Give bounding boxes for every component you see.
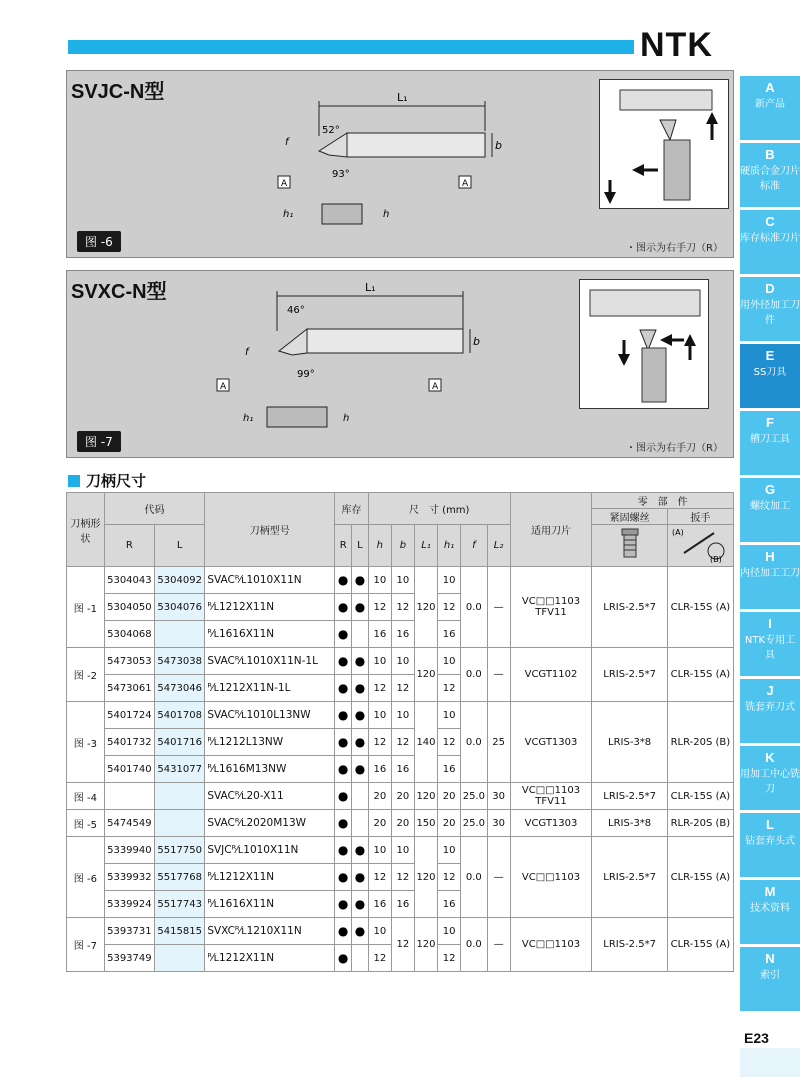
holder-model: ᴿ⁄ʟ1616X11N [205, 621, 335, 648]
stock-r: ● [335, 837, 352, 864]
wrench: CLR-15S (A) [667, 837, 733, 918]
dim-h1: 20 [438, 783, 461, 810]
panel-title: SVXC-N型 [71, 281, 167, 303]
wrench: CLR-15S (A) [667, 783, 733, 810]
dim-h: 12 [368, 594, 391, 621]
holder-model: ᴿ⁄ʟ1616X11N [205, 891, 335, 918]
col-dims: 尺 寸 (mm) [368, 493, 510, 525]
stock-r: ● [335, 756, 352, 783]
dim-f: 25.0 [461, 783, 487, 810]
code-l: 5517750 [155, 837, 205, 864]
code-r: 5401732 [104, 729, 154, 756]
dim-l2: — [487, 837, 510, 918]
stock-r: ● [335, 729, 352, 756]
col-screw: 紧固螺丝 [592, 509, 667, 525]
insert: VCGT1303 [510, 810, 592, 837]
dim-h: 16 [368, 621, 391, 648]
dim-h: 10 [368, 702, 391, 729]
dim-b: 10 [391, 648, 414, 675]
stock-r: ● [335, 891, 352, 918]
stock-r: ● [335, 783, 352, 810]
code-r: 5304043 [104, 567, 154, 594]
dim-b: 16 [391, 756, 414, 783]
code-l: 5304076 [155, 594, 205, 621]
insert: VC□□1103 [510, 837, 592, 918]
side-tab-m[interactable]: M 技术资料 [740, 880, 800, 944]
stock-l: ● [352, 675, 369, 702]
section-heading [68, 470, 146, 491]
code-l [155, 945, 205, 972]
table-row [67, 837, 734, 864]
wrench: CLR-15S (A) [667, 648, 733, 702]
dim-l2: — [487, 567, 510, 648]
insert: VCGT1303 [510, 702, 592, 783]
svg-text:A: A [281, 179, 288, 189]
holder-model: SVJCᴿ⁄ʟ1010X11N [205, 837, 335, 864]
code-l: 5517743 [155, 891, 205, 918]
svg-text:93°: 93° [332, 169, 350, 180]
holder-model: ᴿ⁄ʟ1212X11N [205, 945, 335, 972]
screw: LRIS-3*8 [592, 702, 667, 783]
dim-l1: L₁ [397, 91, 408, 104]
section-marker-icon [68, 475, 80, 487]
svg-text:h: h [383, 209, 390, 220]
dim-h1: 16 [438, 891, 461, 918]
svxc-inset-diagram [579, 279, 709, 409]
side-tab-b[interactable]: B 硬质合金刀片标准 [740, 143, 800, 207]
insert: VCGT1102 [510, 648, 592, 702]
dim-b: 20 [391, 810, 414, 837]
svjc-drawing [67, 71, 587, 246]
insert: VC□□1103 [510, 918, 592, 972]
dim-h1: 16 [438, 756, 461, 783]
wrench: RLR-20S (B) [667, 810, 733, 837]
stock-l: ● [352, 594, 369, 621]
dim-l1: 120 [414, 648, 437, 702]
col-shape: 刀柄形状 [67, 493, 105, 567]
wrench-icon [667, 525, 733, 567]
stock-r: ● [335, 810, 352, 837]
dim-h1: 12 [438, 729, 461, 756]
code-r: 5339932 [104, 864, 154, 891]
col-stock: 库存 [335, 493, 369, 525]
code-r: 5401724 [104, 702, 154, 729]
stock-l: ● [352, 918, 369, 945]
stock-l: ● [352, 567, 369, 594]
side-tab-e[interactable]: E SS刀具 [740, 344, 800, 408]
svg-text:52°: 52° [322, 125, 340, 136]
side-tab-j[interactable]: J 铣套弃刀式 [740, 679, 800, 743]
side-tab-h[interactable]: H 内径加工工刀 [740, 545, 800, 609]
dim-h1: 12 [438, 864, 461, 891]
dim-b: 10 [391, 702, 414, 729]
dim-h1: 12 [438, 675, 461, 702]
code-l: 5401708 [155, 702, 205, 729]
dim-h: 20 [368, 810, 391, 837]
dim-h: 16 [368, 891, 391, 918]
dim-l1: 140 [414, 702, 437, 783]
holder-model: ᴿ⁄ʟ1212X11N-1L [205, 675, 335, 702]
svg-text:A: A [462, 179, 469, 189]
code-r: 5474549 [104, 810, 154, 837]
side-tab-k[interactable]: K 用加工中心铣刀 [740, 746, 800, 810]
section-title: 刀柄尺寸 [86, 472, 147, 490]
col-insert: 适用刀片 [510, 493, 592, 567]
code-r: 5304050 [104, 594, 154, 621]
screw: LRIS-2.5*7 [592, 567, 667, 648]
fig-ref: 图 -4 [67, 783, 105, 810]
dim-f: 0.0 [461, 648, 487, 702]
dim-l1: 120 [414, 783, 437, 810]
fig-ref: 图 -7 [67, 918, 105, 972]
dim-h: 12 [368, 864, 391, 891]
stock-r: ● [335, 918, 352, 945]
panel-svjc [66, 70, 734, 258]
dim-h: 10 [368, 567, 391, 594]
dim-h1: 10 [438, 702, 461, 729]
stock-r: ● [335, 675, 352, 702]
wrench: CLR-15S (A) [667, 567, 733, 648]
col-model: 刀柄型号 [205, 493, 335, 567]
code-l: 5304092 [155, 567, 205, 594]
code-l [155, 810, 205, 837]
stock-l: ● [352, 756, 369, 783]
screw: LRIS-2.5*7 [592, 648, 667, 702]
dim-h1: 10 [438, 567, 461, 594]
dim-h: 20 [368, 783, 391, 810]
holder-model: SVACᴿ⁄ʟ20-X11 [205, 783, 335, 810]
stock-r: ● [335, 567, 352, 594]
holder-model: SVXCᴿ⁄ʟ1210X11N [205, 918, 335, 945]
code-l: 5415815 [155, 918, 205, 945]
svg-text:h₁: h₁ [243, 413, 254, 424]
holder-model: SVACᴿ⁄ʟ2020M13W [205, 810, 335, 837]
side-tab-i[interactable]: I NTK专用工具 [740, 612, 800, 676]
stock-l: ● [352, 837, 369, 864]
dim-b: 10 [391, 837, 414, 864]
dim-f: 25.0 [461, 810, 487, 837]
code-r: 5473053 [104, 648, 154, 675]
stock-r: ● [335, 594, 352, 621]
fig-label: 图 -7 [77, 431, 121, 452]
dim-b: 12 [391, 864, 414, 891]
side-tab-d[interactable]: D 用外径加工刀件 [740, 277, 800, 341]
holder-model: SVACᴿ⁄ʟ1010L13NW [205, 702, 335, 729]
fig-ref: 图 -6 [67, 837, 105, 918]
table-row [67, 810, 734, 837]
svg-text:99°: 99° [297, 369, 315, 380]
side-tab-nav [740, 76, 800, 1014]
screw-icon [592, 525, 667, 567]
dim-h: 10 [368, 837, 391, 864]
dim-b: 10 [391, 567, 414, 594]
dim-h: 10 [368, 648, 391, 675]
code-l [155, 621, 205, 648]
svg-text:h₁: h₁ [283, 209, 294, 220]
dim-f: 0.0 [461, 837, 487, 918]
holder-spec-table: 刀柄形状 代码 刀柄型号 库存 尺 寸 (mm) 适用刀片 零 部 件 紧固螺丝 扳手 R L R L h b L₁ h₁ f L₂ (A) (B) 图 -1 5304043 5304092 SVACᴿ⁄ʟ1010X11N ● ● 10 10 120 10 0.0 — VC□□1103 TFV11 LRIS-2.5*7 CLR-15S (A) 5304050 5304076 ᴿ⁄ʟ1212X11N ● ● 12 12 12 5304068 ᴿ⁄ʟ1616X11N ● 16 16 16 图 -2 5473053 5473038 SVACᴿ⁄ʟ1010X11N-1L ● ● 10 10 120 10 0.0 — VCGT1102 LRIS-2.5*7 CLR-15S (A) 5473061 5473046 ᴿ⁄ʟ1212X11N-1L ● ● 12 12 12 图 -3 5401724 5401708 SVACᴿ⁄ʟ1010L13NW ● ● 10 10 140 10 0.0 25 VCGT1303 LRIS-3*8 RLR-20S (B) 5401732 5401716 ᴿ⁄ʟ1212L13NW ● ● 12 12 12 5401740 5431077 ᴿ⁄ʟ1616M13NW ● ● 16 16 16 图 -4 SVACᴿ⁄ʟ20-X11 ● 20 20 120 20 25.0 30 VC□□1103 TFV11 LRIS-2.5*7 CLR-15S (A) 图 -5 5474549 SVACᴿ⁄ʟ2020M13W ● 20 20 150 20 25.0 30 VCGT1303 LRIS-3*8 RLR-20S (B) 图 -6 5339940 5517750 SVJCᴿ⁄ʟ1010X11N ● ● 10 10 120 10 0.0 — VC□□1103 LRIS-2.5*7 CLR-15S (A) 5339932 5517768 ᴿ⁄ʟ1212X11N ● ● 12 12 12 5339924 5517743 ᴿ⁄ʟ1616X11N ● ● 16 16 16 图 -7 5393731 5415815 SVXCᴿ⁄ʟ1210X11N ● ● 10 12 120 10 0.0 — VC□□1103 LRIS-2.5*7 CLR-15S (A) 5393749 ᴿ⁄ʟ1212X11N ● 12 12 [66, 492, 734, 972]
dim-h1: 16 [438, 621, 461, 648]
dim-l2: 25 [487, 702, 510, 783]
dim-l2: 30 [487, 783, 510, 810]
dim-b: 12 [391, 594, 414, 621]
dim-l1: 120 [414, 918, 437, 972]
dim-h1: 12 [438, 594, 461, 621]
fig-ref: 图 -3 [67, 702, 105, 783]
svg-text:f: f [285, 137, 289, 148]
dim-l2: — [487, 918, 510, 972]
holder-model: ᴿ⁄ʟ1212X11N [205, 594, 335, 621]
dim-l1: 150 [414, 810, 437, 837]
dim-l1: 120 [414, 567, 437, 648]
fig-label: 图 -6 [77, 231, 121, 252]
dim-h: 12 [368, 945, 391, 972]
side-tab-n[interactable]: N 索引 [740, 947, 800, 1011]
code-l: 5473038 [155, 648, 205, 675]
code-r: 5401740 [104, 756, 154, 783]
header-bar [68, 40, 634, 54]
code-r: 5473061 [104, 675, 154, 702]
table-row [67, 918, 734, 945]
fig-ref: 图 -2 [67, 648, 105, 702]
dim-l2: — [487, 648, 510, 702]
svg-text:46°: 46° [287, 305, 305, 316]
dim-b: 12 [391, 918, 414, 972]
svg-text:A: A [220, 382, 227, 392]
svg-text:(B): (B) [710, 555, 723, 563]
stock-l: ● [352, 702, 369, 729]
dim-f: 0.0 [461, 702, 487, 783]
stock-l: ● [352, 864, 369, 891]
holder-model: SVACᴿ⁄ʟ1010X11N [205, 567, 335, 594]
dim-b: 12 [391, 675, 414, 702]
code-l [155, 783, 205, 810]
side-tab-a[interactable]: A 新产品 [740, 76, 800, 140]
stock-l: ● [352, 729, 369, 756]
insert: VC□□1103 TFV11 [510, 783, 592, 810]
svg-text:(A): (A) [672, 528, 685, 537]
dim-h: 10 [368, 918, 391, 945]
table-row [67, 567, 734, 594]
screw: LRIS-2.5*7 [592, 918, 667, 972]
svg-text:h: h [343, 413, 350, 424]
dim-f: 0.0 [461, 567, 487, 648]
stock-l [352, 621, 369, 648]
code-l: 5431077 [155, 756, 205, 783]
dim-b: 16 [391, 621, 414, 648]
dim-h1: 10 [438, 648, 461, 675]
dim-b: 16 [391, 891, 414, 918]
panel-svxc [66, 270, 734, 458]
holder-model: ᴿ⁄ʟ1212L13NW [205, 729, 335, 756]
svjc-inset-diagram [599, 79, 729, 209]
stock-l [352, 945, 369, 972]
holder-model: SVACᴿ⁄ʟ1010X11N-1L [205, 648, 335, 675]
dim-h1: 12 [438, 945, 461, 972]
tab-footer [740, 1048, 800, 1077]
stock-r: ● [335, 648, 352, 675]
stock-l: ● [352, 891, 369, 918]
code-r: 5339940 [104, 837, 154, 864]
holder-model: ᴿ⁄ʟ1212X11N [205, 864, 335, 891]
dim-h1: 10 [438, 837, 461, 864]
insert: VC□□1103 TFV11 [510, 567, 592, 648]
panel-title: SVJC-N型 [71, 81, 165, 103]
dim-h: 12 [368, 675, 391, 702]
svg-text:b: b [495, 139, 502, 152]
stock-r: ● [335, 864, 352, 891]
code-r: 5339924 [104, 891, 154, 918]
page-number: E23 [744, 1030, 769, 1046]
stock-l [352, 783, 369, 810]
wrench: RLR-20S (B) [667, 702, 733, 783]
table-row [67, 783, 734, 810]
stock-l: ● [352, 648, 369, 675]
stock-r: ● [335, 945, 352, 972]
dim-h: 12 [368, 729, 391, 756]
brand-logo: NTK [640, 26, 713, 64]
stock-r: ● [335, 702, 352, 729]
svxc-drawing [67, 271, 587, 446]
svg-text:b: b [473, 335, 480, 348]
dim-h1: 20 [438, 810, 461, 837]
code-r: 5304068 [104, 621, 154, 648]
col-parts: 零 部 件 [592, 493, 734, 509]
side-tab-f[interactable]: F 槽刀工具 [740, 411, 800, 475]
dim-l1: 120 [414, 837, 437, 918]
svg-text:f: f [245, 347, 249, 358]
code-r [104, 783, 154, 810]
stock-r: ● [335, 621, 352, 648]
screw: LRIS-2.5*7 [592, 783, 667, 810]
table-row [67, 648, 734, 675]
holder-model: ᴿ⁄ʟ1616M13NW [205, 756, 335, 783]
dim-b: 12 [391, 729, 414, 756]
side-tab-g[interactable]: G 螺纹加工 [740, 478, 800, 542]
figure-note: ・图示为右手刀（R） [626, 443, 723, 454]
wrench: CLR-15S (A) [667, 918, 733, 972]
col-code: 代码 [104, 493, 205, 525]
side-tab-l[interactable]: L 钻套弃头式 [740, 813, 800, 877]
dim-h: 16 [368, 756, 391, 783]
dim-l2: 30 [487, 810, 510, 837]
stock-l [352, 810, 369, 837]
code-l: 5517768 [155, 864, 205, 891]
dim-f: 0.0 [461, 918, 487, 972]
code-l: 5473046 [155, 675, 205, 702]
svg-text:L₁: L₁ [365, 281, 376, 294]
fig-ref: 图 -1 [67, 567, 105, 648]
fig-ref: 图 -5 [67, 810, 105, 837]
code-l: 5401716 [155, 729, 205, 756]
dim-h1: 10 [438, 918, 461, 945]
figure-note: ・图示为右手刀（R） [626, 243, 723, 254]
side-tab-c[interactable]: C 库存标准刀片 [740, 210, 800, 274]
screw: LRIS-2.5*7 [592, 837, 667, 918]
col-wrench: 扳手 [667, 509, 733, 525]
dim-b: 20 [391, 783, 414, 810]
code-r: 5393749 [104, 945, 154, 972]
table-row [67, 702, 734, 729]
code-r: 5393731 [104, 918, 154, 945]
svg-text:A: A [432, 382, 439, 392]
screw: LRIS-3*8 [592, 810, 667, 837]
